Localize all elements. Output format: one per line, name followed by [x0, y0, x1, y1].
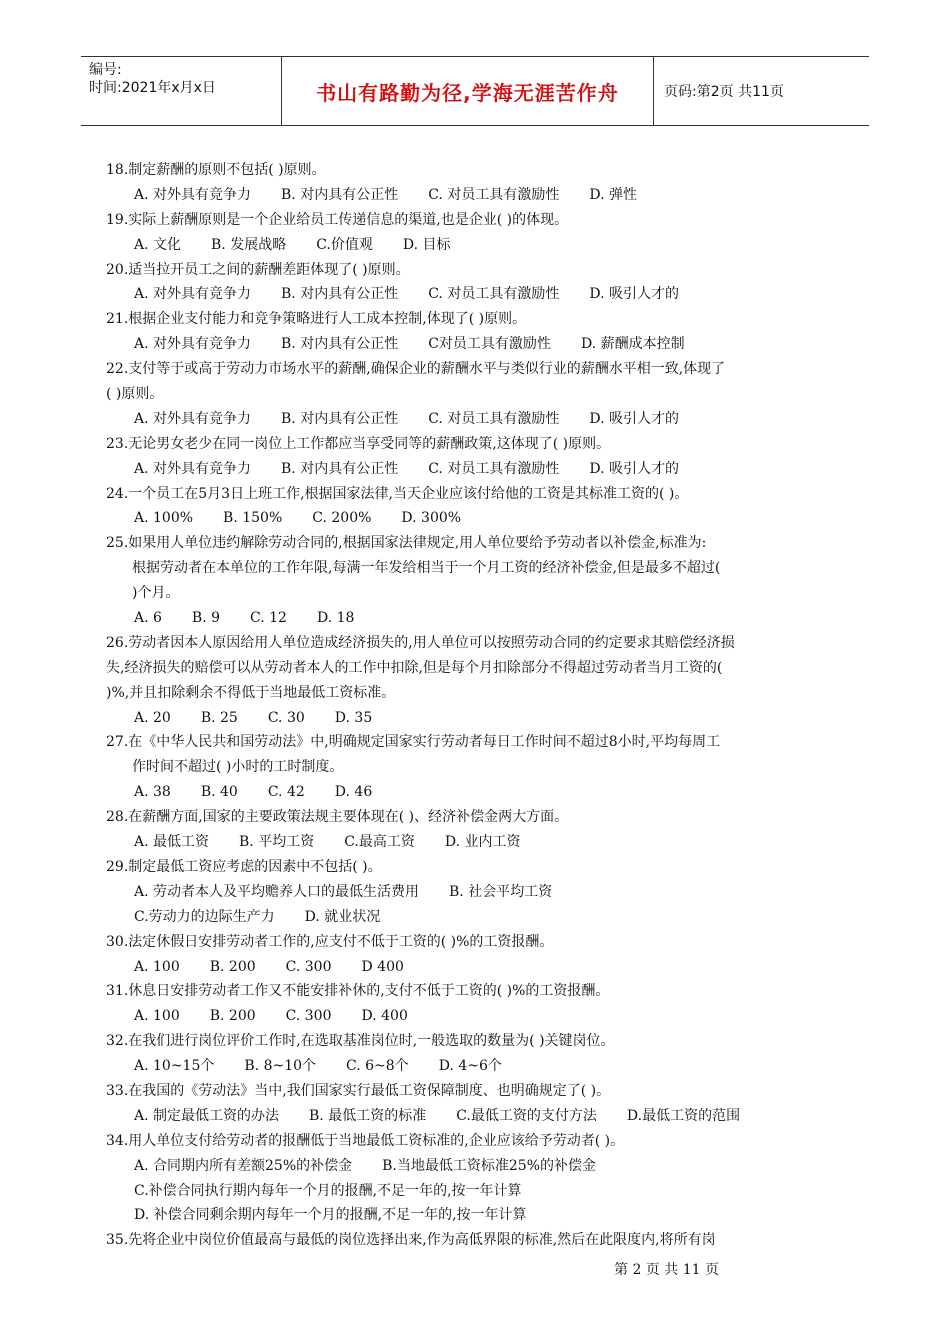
question-text: 30.法定休假日安排劳动者工作的,应支付不低于工资的( )%的工资报酬。 [106, 933, 554, 950]
answer-option: B. 40 [200, 784, 238, 801]
question-text: 20.适当拉开员工之间的薪酬差距体现了( )原则。 [106, 261, 410, 278]
answer-option: D 400 [361, 958, 404, 975]
answer-option: A. 文化 [134, 236, 182, 253]
answer-option: A. 对外具有竞争力 [134, 460, 252, 477]
question-text: 25.如果用人单位违约解除劳动合同的,根据国家法律规定,用人单位要给予劳动者以补偿金,标准为: [106, 535, 707, 552]
answer-option: D. 薪酬成本控制 [580, 336, 685, 353]
answer-option: D. 46 [334, 784, 373, 801]
answer-option: D. 400 [361, 1008, 408, 1025]
answer-option: A. 100 [134, 1008, 180, 1025]
answer-option: A. 对外具有竞争力 [134, 336, 252, 353]
question-list [106, 158, 850, 1253]
answer-options [106, 282, 850, 307]
answer-options [106, 183, 850, 208]
answer-option: D.最低工资的范围 [626, 1107, 741, 1124]
answer-option: C.补偿合同执行期内每年一个月的报酬,不足一年的,按一年计算 [134, 1182, 522, 1199]
question-text: 18.制定薪酬的原则不包括( )原则。 [106, 162, 326, 178]
answer-option: A. 制定最低工资的办法 [134, 1107, 280, 1124]
answer-options [106, 1004, 850, 1029]
answer-option: A. 最低工资 [134, 834, 210, 851]
question-continuation: 作时间不超过( )小时的工时制度。 [132, 759, 344, 776]
question-text: 31.休息日安排劳动者工作又不能安排补休的,支付不低于工资的( )%的工资报酬。 [106, 983, 610, 1000]
question-text: 28.在薪酬方面,国家的主要政策法规主要体现在( )、经济补偿金两大方面。 [106, 809, 569, 826]
answer-option: D. 300% [401, 510, 462, 527]
answer-option: C. 对员工具有激励性 [428, 410, 560, 427]
answer-option: D. 35 [334, 709, 373, 726]
answer-option: C.最高工资 [344, 834, 415, 851]
question-text: 24.一个员工在5月3日上班工作,根据国家法律,当天企业应该付给他的工资是其标准工资的( )。 [106, 485, 689, 502]
answer-option: B. 平均工资 [239, 834, 315, 851]
question-text: 29.制定最低工资应考虑的因素中不包括( )。 [106, 858, 382, 875]
answer-option: B. 对内具有公正性 [281, 336, 399, 353]
answer-option: A. 劳动者本人及平均赡养人口的最低生活费用 [134, 883, 420, 900]
question-text: 27.在《中华人民共和国劳动法》中,明确规定国家实行劳动者每日工作时间不超过8小时,平均每周工 [106, 734, 721, 751]
header-left-cell [81, 57, 282, 125]
question-text: 32.在我们进行岗位评价工作时,在选取基准岗位时,一般选取的数量为( )关键岗位。 [106, 1033, 615, 1050]
answer-option: B. 200 [209, 958, 256, 975]
answer-option: A. 对外具有竞争力 [134, 410, 252, 427]
answer-option: B. 最低工资的标准 [309, 1107, 427, 1124]
answer-options [106, 233, 850, 258]
answer-options [106, 506, 850, 531]
answer-option: B. 对内具有公正性 [281, 410, 399, 427]
answer-options [106, 955, 850, 980]
answer-option: B. 对内具有公正性 [281, 460, 399, 477]
answer-options [106, 780, 850, 805]
answer-option: B.当地最低工资标准25%的补偿金 [382, 1157, 596, 1174]
answer-option: C. 42 [267, 784, 305, 801]
answer-option: B. 200 [209, 1008, 256, 1025]
header-motto: 书山有路勤为径,学海无涯苦作舟 [282, 57, 654, 125]
answer-option: D. 目标 [402, 236, 451, 253]
question-text: )%,并且扣除剩余不得低于当地最低工资标准。 [106, 684, 396, 701]
answer-option: C. 12 [250, 610, 287, 627]
answer-option: B. 发展战略 [211, 236, 287, 253]
answer-options [106, 332, 850, 357]
answer-options [106, 1154, 850, 1179]
answer-option: D. 吸引人才的 [589, 460, 679, 477]
answer-option: C. 30 [267, 709, 305, 726]
document-number-label: 编号: [89, 62, 122, 78]
answer-option: B. 对内具有公正性 [281, 186, 399, 203]
answer-option: B. 25 [200, 709, 238, 726]
header-page-label: 页码:第2页 共11页 [664, 84, 784, 100]
question-text: 35.先将企业中岗位价值最高与最低的岗位选择出来,作为高低界限的标准,然后在此限度内,将所有岗 [106, 1232, 716, 1249]
question-continuation: )个月。 [132, 585, 180, 602]
answer-option: C.价值观 [316, 236, 373, 253]
answer-option: D. 补偿合同剩余期内每年一个月的报酬,不足一年的,按一年计算 [134, 1207, 527, 1224]
question-text: 19.实际上薪酬原则是一个企业给员工传递信息的渠道,也是企业( )的体现。 [106, 211, 569, 228]
answer-options [106, 706, 850, 731]
question-text: 23.无论男女老少在同一岗位上工作都应当享受同等的薪酬政策,这体现了( )原则。 [106, 435, 611, 452]
answer-options [106, 830, 850, 855]
answer-options [106, 1054, 850, 1079]
answer-option: A. 100% [134, 510, 194, 527]
question-text: 33.在我国的《劳动法》当中,我们国家实行最低工资保障制度、也明确规定了( )。 [106, 1082, 611, 1099]
answer-option: B. 社会平均工资 [449, 883, 553, 900]
question-text: 失,经济损失的赔偿可以从劳动者本人的工作中扣除,但是每个月扣除部分不得超过劳动者当月工资的( [106, 659, 723, 676]
question-text: 34.用人单位支付给劳动者的报酬低于当地最低工资标准的,企业应该给予劳动者( )。 [106, 1132, 625, 1149]
answer-option: C. 300 [285, 1008, 332, 1025]
answer-options [106, 407, 850, 432]
answer-option: A. 10~15个 [134, 1058, 215, 1075]
answer-option: C. 6~8个 [346, 1058, 409, 1075]
answer-option: A. 20 [134, 709, 171, 726]
answer-options [106, 905, 850, 930]
question-text: ( )原则。 [106, 386, 164, 403]
answer-option: A. 对外具有竞争力 [134, 286, 252, 303]
answer-option: C. 200% [312, 510, 372, 527]
answer-option: A. 对外具有竞争力 [134, 186, 252, 203]
answer-option: D. 4~6个 [438, 1058, 502, 1075]
question-text: 22.支付等于或高于劳动力市场水平的薪酬,确保企业的薪酬水平与类似行业的薪酬水平相一致,体现了 [106, 361, 726, 378]
answer-option: D. 就业状况 [304, 908, 381, 925]
answer-option: A. 38 [134, 784, 171, 801]
answer-option: A. 100 [134, 958, 180, 975]
answer-option: B. 8~10个 [244, 1058, 317, 1075]
answer-option: A. 合同期内所有差额25%的补偿金 [134, 1157, 353, 1174]
answer-option: C.劳动力的边际生产力 [134, 908, 275, 925]
answer-option: B. 9 [191, 610, 221, 627]
answer-option: A. 6 [134, 610, 162, 627]
answer-option: C.最低工资的支付方法 [456, 1107, 597, 1124]
answer-options [106, 1203, 850, 1228]
answer-option: D. 弹性 [589, 186, 637, 203]
answer-option: C. 300 [285, 958, 332, 975]
answer-option: B. 对内具有公正性 [281, 286, 399, 303]
footer-page-number: 第 2 页 共 11 页 [614, 1262, 719, 1278]
answer-option: D. 吸引人才的 [589, 410, 679, 427]
page-header [81, 56, 869, 126]
answer-options [106, 457, 850, 482]
answer-option: D. 业内工资 [444, 834, 521, 851]
document-time-label: 时间:2021年x月x日 [89, 80, 216, 96]
question-continuation: 根据劳动者在本单位的工作年限,每满一年发给相当于一个月工资的经济补偿金,但是最多不超过( [132, 560, 721, 577]
answer-option: C对员工具有激励性 [428, 336, 551, 353]
answer-options [106, 880, 850, 905]
answer-options [106, 1104, 850, 1129]
answer-option: D. 18 [316, 610, 355, 627]
answer-option: D. 吸引人才的 [589, 286, 679, 303]
answer-option: C. 对员工具有激励性 [428, 186, 560, 203]
answer-option: C. 对员工具有激励性 [428, 286, 560, 303]
question-text: 21.根据企业支付能力和竞争策略进行人工成本控制,体现了( )原则。 [106, 311, 527, 328]
question-text: 26.劳动者因本人原因给用人单位造成经济损失的,用人单位可以按照劳动合同的约定要求其赔偿经济损 [106, 634, 735, 651]
answer-option: B. 150% [223, 510, 283, 527]
answer-option: C. 对员工具有激励性 [428, 460, 560, 477]
answer-options [106, 1179, 850, 1204]
answer-options [106, 606, 850, 631]
